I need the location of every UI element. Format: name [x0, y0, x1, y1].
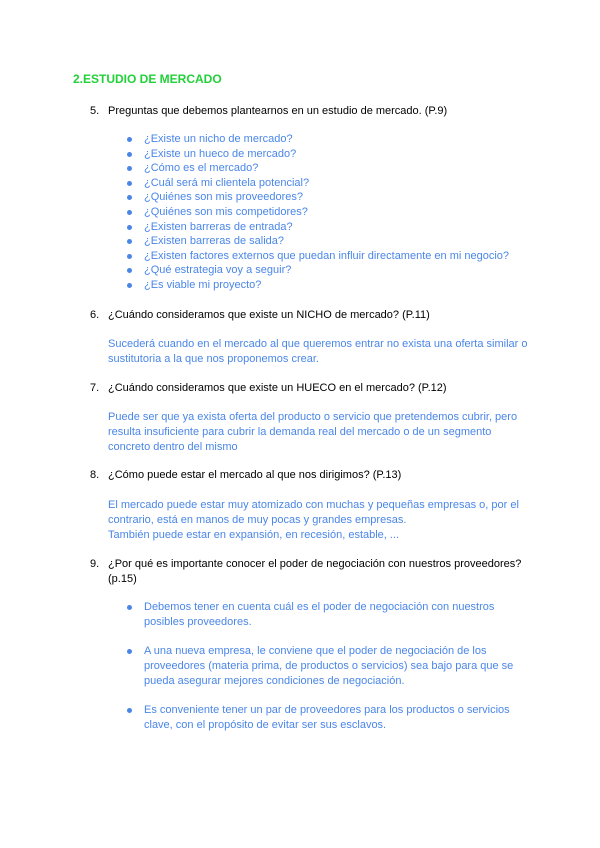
list-item: ¿Qué estrategia voy a seguir? [127, 263, 509, 278]
list-item: Debemos tener en cuenta cuál es el poder de negociación con nuestros posibles proveedores. [127, 600, 527, 630]
list-item: ¿Quiénes son mis proveedores? [127, 190, 509, 205]
bullet-icon [127, 254, 132, 259]
list-item: ¿Existe un hueco de mercado? [127, 147, 509, 162]
bullet-icon [127, 210, 132, 215]
question-text: ¿Por qué es importante conocer el poder de negociación con nuestros proveedores? (p.15) [108, 558, 522, 585]
question-text: ¿Cómo puede estar el mercado al que nos dirigimos? (P.13) [108, 469, 402, 481]
question-9-point-list [127, 703, 527, 733]
bullet-icon [127, 181, 132, 186]
bullet-icon [127, 225, 132, 230]
list-item: ¿Es viable mi proyecto? [127, 278, 509, 293]
question-5 [90, 104, 530, 119]
question-number: 8. [90, 469, 100, 481]
bullet-icon [127, 166, 132, 171]
question-9-point-list [127, 644, 527, 689]
list-item: ¿Existe un nicho de mercado? [127, 132, 509, 147]
question-text: ¿Cuándo consideramos que existe un NICHO de mercado? (P.11) [108, 309, 430, 321]
section-heading: 2.ESTUDIO DE MERCADO [73, 72, 222, 86]
answer-8-paragraph: El mercado puede estar muy atomizado con muchas y pequeñas empresas o, por el contrario, está en manos de muy pocas y grandes empresas. [108, 499, 519, 526]
question-6 [90, 308, 530, 323]
list-item: ¿Existen barreras de salida? [127, 234, 509, 249]
bullet-icon [127, 152, 132, 157]
question-9 [90, 557, 530, 587]
answer-8-paragraph-2: También puede estar en expansión, en recesión, estable, ... [108, 529, 400, 541]
list-item: A una nueva empresa, le conviene que el poder de negociación de los proveedores (materia prima, de productos o servicios) sea bajo para que se pueda asegurar mejores condiciones de negociación. [127, 644, 527, 689]
bullet-icon [127, 649, 132, 654]
answer-6: Sucederá cuando en el mercado al que queremos entrar no exista una oferta similar o sustitutoria a la que nos proponemos crear. [108, 338, 528, 365]
list-item: Es conveniente tener un par de proveedores para los productos o servicios clave, con el propósito de evitar ser sus esclavos. [127, 703, 527, 733]
list-item: ¿Existen barreras de entrada? [127, 220, 509, 235]
question-text: Preguntas que debemos plantearnos en un estudio de mercado. (P.9) [108, 105, 448, 117]
bullet-icon [127, 283, 132, 288]
question-number: 7. [90, 382, 100, 394]
answer-8 [108, 498, 528, 543]
question-5-bullet-list [127, 132, 509, 293]
list-item: ¿Cómo es el mercado? [127, 161, 509, 176]
question-number: 9. [90, 558, 100, 570]
bullet-icon [127, 195, 132, 200]
bullet-icon [127, 605, 132, 610]
list-item: ¿Quiénes son mis competidores? [127, 205, 509, 220]
list-item: ¿Cuál será mi clientela potencial? [127, 176, 509, 191]
bullet-icon [127, 268, 132, 273]
question-number: 5. [90, 105, 100, 117]
question-number: 6. [90, 309, 100, 321]
question-9-point-list [127, 600, 527, 630]
question-8 [90, 468, 530, 483]
bullet-icon [127, 239, 132, 244]
list-item: ¿Existen factores externos que puedan influir directamente en mi negocio? [127, 249, 509, 264]
bullet-icon [127, 708, 132, 713]
question-text: ¿Cuándo consideramos que existe un HUECO en el mercado? (P.12) [108, 382, 447, 394]
answer-7: Puede ser que ya exista oferta del producto o servicio que pretendemos cubrir, pero resulta insuficiente para cubrir la demanda real del mercado o de un segmento concreto dentro del mismo [108, 411, 518, 453]
question-7 [90, 381, 530, 396]
bullet-icon [127, 137, 132, 142]
